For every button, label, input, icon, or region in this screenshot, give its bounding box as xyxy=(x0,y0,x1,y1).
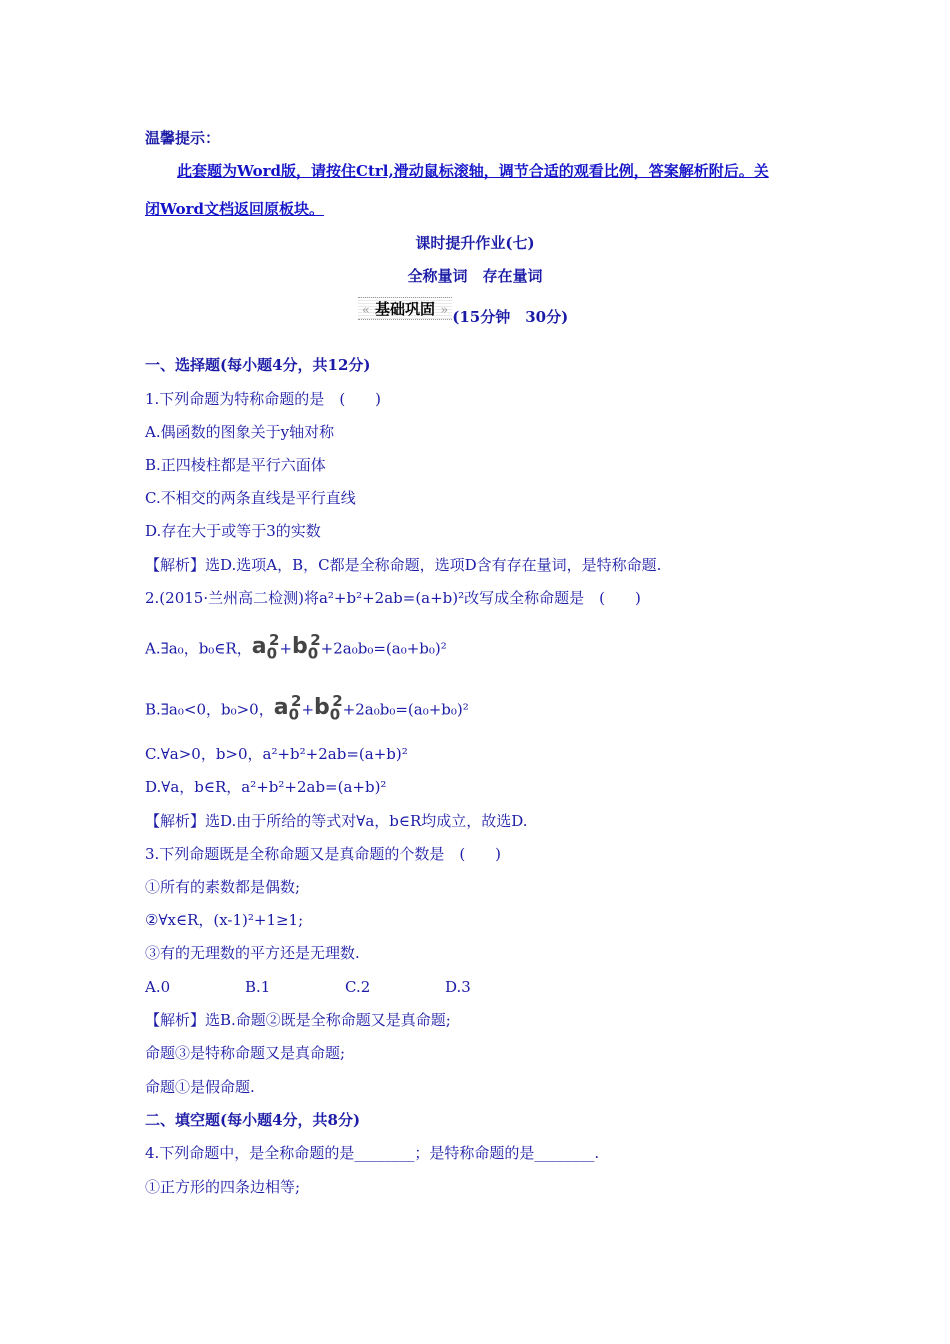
q3-option-d: D.3 xyxy=(445,978,471,996)
q2-a-prefix: A.∃a₀，b₀∈R， xyxy=(145,639,252,658)
q3-answer-text-2: 命题③是特称命题又是真命题; xyxy=(145,1044,346,1062)
q1-option-c: C.不相交的两条直线是平行直线 xyxy=(145,489,356,507)
q1-stem: 1.下列命题为特称命题的是 ( ) xyxy=(145,390,382,408)
q2-option-d: D.∀a，b∈R，a²+b²+2ab=(a+b)² xyxy=(145,778,387,796)
q4-item-1: ①正方形的四条边相等; xyxy=(145,1178,301,1196)
q1-option-a: A.偶函数的图象关于y轴对称 xyxy=(145,423,335,441)
q2-answer-tag: 【解析】 xyxy=(145,812,206,830)
page-subtitle: 全称量词 存在量词 xyxy=(407,267,543,285)
section1-heading: 一、选择题(每小题4分，共12分) xyxy=(145,356,371,374)
q2-option-c: C.∀a>0，b>0，a²+b²+2ab=(a+b)² xyxy=(145,745,408,763)
q1-answer-text: 选D.选项A，B，C都是全称命题，选项D含有存在量词，是特称命题. xyxy=(205,556,662,574)
q3-options xyxy=(145,977,545,997)
q3-stem: 3.下列命题既是全称命题又是真命题的个数是 ( ) xyxy=(145,845,502,863)
tip-link-line2[interactable]: 闭Word文档返回原板块。 xyxy=(145,200,325,218)
q1-option-b: B.正四棱柱都是平行六面体 xyxy=(145,456,326,474)
q3-option-c: C.2 xyxy=(345,978,371,996)
banner-label-box xyxy=(358,297,452,320)
q2-b-prefix: B.∃a₀<0，b₀>0， xyxy=(145,700,274,719)
q4-stem: 4.下列命题中，是全称命题的是________；是特称命题的是________. xyxy=(145,1144,600,1162)
q3-answer-text-1: 选B.命题②既是全称命题又是真命题; xyxy=(205,1011,451,1029)
q3-answer-tag: 【解析】 xyxy=(145,1011,206,1029)
q3-answer-text-3: 命题①是假命题. xyxy=(145,1078,255,1096)
tip-link-line1[interactable]: 此套题为Word版，请按住Ctrl,滑动鼠标滚轴，调节合适的观看比例，答案解析附后。关 xyxy=(177,162,769,180)
q2-a-suffix: +2a₀b₀=(a₀+b₀)² xyxy=(320,639,447,658)
q2-option-b: B.∃a₀<0，b₀>0，$a_0^2+b_0^2+2a_0b_0=(a_0+b_0)^2$ xyxy=(145,692,469,724)
q1-answer xyxy=(145,555,661,575)
page-title: 课时提升作业(七) xyxy=(415,234,535,252)
banner-time: (15分钟 30分) xyxy=(452,308,569,326)
q3-option-b: B.1 xyxy=(245,978,271,996)
q2-stem: 2.(2015·兰州高二检测)将a²+b²+2ab=(a+b)²改写成全称命题是 ( ) xyxy=(145,589,641,607)
q3-option-a: A.0 xyxy=(145,978,171,996)
q2-a-math-b: $b_0^2$ xyxy=(292,631,321,663)
q2-option-a: A.∃a₀，b₀∈R，$a_0^2+b_0^2+2a_0b_0=(a_0+b_0)^2$ xyxy=(145,631,447,663)
q1-answer-tag: 【解析】 xyxy=(145,556,206,574)
q3-item-1: ①所有的素数都是偶数; xyxy=(145,878,301,896)
q3-item-3: ③有的无理数的平方还是无理数. xyxy=(145,944,360,962)
q2-b-math-b: $b_0^2$ xyxy=(314,692,343,724)
q3-item-2: ②∀x∈R，(x-1)²+1≥1; xyxy=(145,911,304,929)
banner-left-quote-icon: « xyxy=(361,303,370,318)
tip-heading: 温馨提示： xyxy=(145,129,221,147)
section2-heading: 二、填空题(每小题4分，共8分) xyxy=(145,1111,361,1129)
q2-answer-text: 选D.由于所给的等式对∀a，b∈R均成立，故选D. xyxy=(205,812,528,830)
section-banner xyxy=(0,297,938,326)
q2-b-suffix: +2a₀b₀=(a₀+b₀)² xyxy=(342,700,469,719)
banner-label: 基础巩固 xyxy=(375,300,436,318)
q1-option-d: D.存在大于或等于3的实数 xyxy=(145,522,321,540)
q2-b-math: $a_0^2$ xyxy=(273,692,302,724)
banner-right-quote-icon: » xyxy=(440,303,449,318)
q2-answer xyxy=(145,811,528,831)
q2-a-math: $a_0^2$ xyxy=(251,631,280,663)
q3-answer xyxy=(145,1010,451,1030)
